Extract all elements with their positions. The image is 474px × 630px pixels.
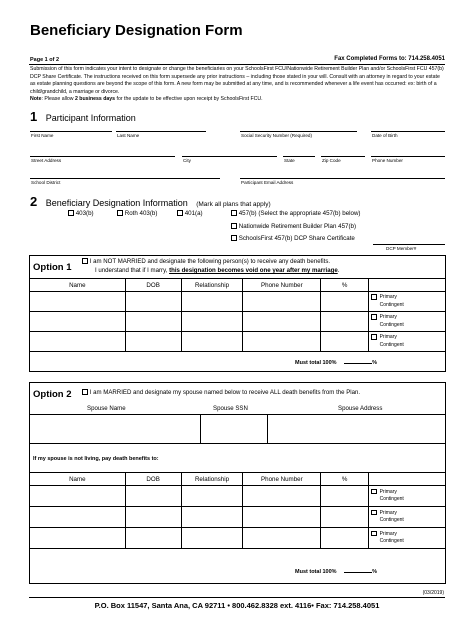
option-1-must-total: Must total 100% [295,360,337,366]
section-1-number: 1 [30,109,38,124]
cell-dob[interactable] [125,332,181,352]
section-2-header [30,193,271,211]
section-1-header [30,108,136,126]
col-relationship: Relationship [181,473,243,486]
option-1-line-2-post: . [337,267,340,274]
primary-checkbox[interactable] [371,314,377,320]
cell-dob[interactable] [125,507,181,528]
cell-percent[interactable] [321,507,369,528]
cell-type [369,507,446,528]
option-1-line-2-bold: this designation becomes void one year after my marriage [169,267,338,274]
zip-line[interactable] [321,156,365,157]
street-label: Street Address [31,158,62,163]
spouse-ssn-header: Spouse SSN [213,405,248,412]
option-1-label: Option 1 [33,262,72,273]
option-1-header-row [30,279,446,292]
option-1-table [29,278,446,352]
cell-phone[interactable] [243,332,321,352]
col-phone: Phone Number [243,279,321,292]
table-row[interactable] [30,292,446,312]
cell-percent[interactable] [321,528,369,549]
section-2-number: 2 [30,194,38,209]
col-percent: % [321,473,369,486]
option-1-line-2-pre: I understand that if I marry, [95,267,170,274]
ssn-label: Social Security Number (Required) [241,133,312,138]
option-2-checkbox[interactable] [82,389,88,395]
cell-relationship[interactable] [181,312,243,332]
spouse-address-header: Spouse Address [338,405,383,412]
contingent-label: Contingent [379,538,404,545]
cell-name[interactable] [30,528,126,549]
spouse-ssn-field[interactable] [200,428,267,443]
plan-dcp-checkbox[interactable] [231,235,237,241]
cell-phone[interactable] [243,507,321,528]
not-living-text: If my spouse is not living, pay death benefits to: [33,456,159,462]
cell-name[interactable] [30,507,126,528]
cell-dob[interactable] [125,486,181,507]
option-1-line-2 [95,267,339,274]
col-name: Name [30,473,126,486]
footer-divider [29,597,445,598]
cell-type [369,332,446,352]
phone-label: Phone Number [372,158,403,163]
plan-nationwide[interactable] [231,223,356,230]
primary-option[interactable] [371,294,445,301]
primary-option[interactable] [371,510,445,517]
primary-label: Primary [379,314,397,321]
primary-option[interactable] [371,334,445,341]
cell-type [369,486,446,507]
cell-relationship[interactable] [181,528,243,549]
col-dob: DOB [125,473,181,486]
plan-401a-checkbox[interactable] [177,210,183,216]
contingent-label: Contingent [379,496,404,503]
form-title: Beneficiary Designation Form [30,22,243,39]
plan-401a-label: 401(a) [184,210,203,217]
option-1-total [295,360,377,366]
cell-type [369,312,446,332]
plan-roth-403b-label: Roth 403(b) [124,210,158,217]
plan-403b[interactable] [68,210,94,217]
cell-percent[interactable] [321,292,369,312]
option-1-line-1[interactable] [82,258,330,265]
phone-line[interactable] [371,156,445,157]
header-divider [29,64,445,65]
cell-dob[interactable] [125,528,181,549]
cell-dob[interactable] [125,292,181,312]
cell-relationship[interactable] [181,292,243,312]
primary-option[interactable] [371,489,445,496]
plan-dcp-label: SchoolsFirst 457(b) DCP Share Certificate [238,235,355,242]
dcp-member-line[interactable] [373,244,445,245]
contingent-label: Contingent [379,321,404,328]
spouse-address-field[interactable] [267,428,446,443]
cell-phone[interactable] [243,292,321,312]
spouse-name-header: Spouse Name [87,405,126,412]
email-line[interactable] [240,178,445,179]
option-2-text: I am MARRIED and designate my spouse named below to receive ALL death benefits from the Plan. [89,389,361,396]
primary-checkbox[interactable] [371,510,377,516]
primary-checkbox[interactable] [371,489,377,495]
cell-relationship[interactable] [181,486,243,507]
table-row[interactable] [30,312,446,332]
zip-label: Zip Code [322,158,341,163]
col-relationship: Relationship [181,279,243,292]
city-line[interactable] [182,156,277,157]
footer-address: P.O. Box 11547, Santa Ana, CA 92711 • 800.462.8328 ext. 4116• Fax: 714.258.4051 [94,601,380,610]
table-row[interactable] [30,507,446,528]
option-1-total-field[interactable] [344,363,372,364]
plan-nationwide-checkbox[interactable] [231,223,237,229]
dcp-member-label: DCP Member# [386,246,417,251]
spouse-name-field[interactable] [29,428,200,443]
col-percent: % [321,279,369,292]
primary-checkbox[interactable] [371,294,377,300]
plan-457b[interactable] [231,210,361,217]
note-label: Note [30,96,42,103]
primary-label: Primary [379,531,397,538]
cell-name[interactable] [30,312,126,332]
ssn-line[interactable] [240,131,357,132]
city-label: City [183,158,191,163]
plan-457b-checkbox[interactable] [231,210,237,216]
contingent-label: Contingent [379,341,404,348]
option-2-total-field[interactable] [344,572,372,573]
plan-401a[interactable] [177,210,203,217]
section-2-title: Beneficiary Designation Information [45,198,188,208]
cell-dob[interactable] [125,312,181,332]
spouse-header-divider [29,414,446,415]
cell-relationship[interactable] [181,332,243,352]
note-pre: : Please allow [41,96,75,103]
cell-relationship[interactable] [181,507,243,528]
col-dob: DOB [125,279,181,292]
option-1-text: I am NOT MARRIED and designate the following person(s) to receive any death benefits. [89,258,331,265]
plan-403b-checkbox[interactable] [68,210,74,216]
revision-date: (03/2019) [422,590,444,596]
primary-option[interactable] [371,314,445,321]
cell-name[interactable] [30,292,126,312]
intro-paragraph [30,66,446,104]
cell-phone[interactable] [243,486,321,507]
option-2-line-1[interactable] [82,389,360,396]
cell-percent[interactable] [321,312,369,332]
district-line[interactable] [30,178,220,179]
plan-457b-label: 457(b) (Select the appropriate 457(b) below) [238,210,361,217]
section-1-title: Participant Information [45,113,136,123]
option-1-checkbox[interactable] [82,258,88,264]
primary-label: Primary [379,489,397,496]
primary-label: Primary [379,334,397,341]
fax-number: Fax Completed Forms to: 714.258.4051 [334,56,445,62]
last-name-line[interactable] [116,131,206,132]
page-number: Page 1 of 2 [30,57,60,63]
district-label: School District [31,180,61,185]
dob-line[interactable] [371,131,445,132]
cell-type [369,528,446,549]
plan-403b-label: 403(b) [75,210,94,217]
option-2-pct: % [372,569,377,575]
col-phone: Phone Number [243,473,321,486]
primary-option[interactable] [371,531,445,538]
plan-roth-403b-checkbox[interactable] [117,210,123,216]
table-row[interactable] [30,486,446,507]
cell-percent[interactable] [321,486,369,507]
street-line[interactable] [30,156,175,157]
primary-label: Primary [379,510,397,517]
first-name-label: First Name [31,133,54,138]
spouse-row-divider [29,443,446,444]
section-2-hint: (Mark all plans that apply) [196,201,271,208]
last-name-label: Last Name [117,133,140,138]
option-2-label: Option 2 [33,389,72,400]
plan-roth-403b[interactable] [117,210,157,217]
cell-phone[interactable] [243,528,321,549]
email-label: Participant Email Address [241,180,294,185]
col-type [369,473,446,486]
cell-name[interactable] [30,486,126,507]
table-row[interactable] [30,528,446,549]
table-row[interactable] [30,332,446,352]
plan-dcp[interactable] [231,235,355,242]
first-name-line[interactable] [30,131,112,132]
note-post: for the update to be effective upon receipt by SchoolsFirst FCU. [115,96,263,103]
contingent-label: Contingent [379,301,404,308]
option-2-table [29,472,446,549]
col-type [369,279,446,292]
option-2-total [295,569,377,575]
option-2-must-total: Must total 100% [295,569,337,575]
cell-percent[interactable] [321,332,369,352]
state-label: State [284,158,295,163]
cell-name[interactable] [30,332,126,352]
plan-nationwide-label: Nationwide Retirement Builder Plan 457(b) [238,223,357,230]
cell-phone[interactable] [243,312,321,332]
intro-text: Submission of this form indicates your intent to designate or change the beneficiaries on your SchoolsFirst FCU/Nationwide Retirement Builder Plan and/or SchoolsFirst FCU 457(b) DCP Share Certificate. The instructions received on this form supersede any prior instructions – including those stated in your will. Consult with an attorney in regard to your estate as estate planning questions are beyond the scope of this form. A new form may be submitted at any time, and is recommended whenever a life event has occurred: ex: birth of a child/grandchild, a marriage or divorce. [30,66,444,95]
primary-checkbox[interactable] [371,531,377,537]
dob-label: Date of Birth [372,133,398,138]
option-2-header-row [30,473,446,486]
col-name: Name [30,279,126,292]
state-line[interactable] [283,156,315,157]
note-bold: 2 business days [74,96,116,103]
cell-type [369,292,446,312]
option-1-pct: % [372,360,377,366]
primary-checkbox[interactable] [371,334,377,340]
primary-label: Primary [379,294,397,301]
contingent-label: Contingent [379,517,404,524]
